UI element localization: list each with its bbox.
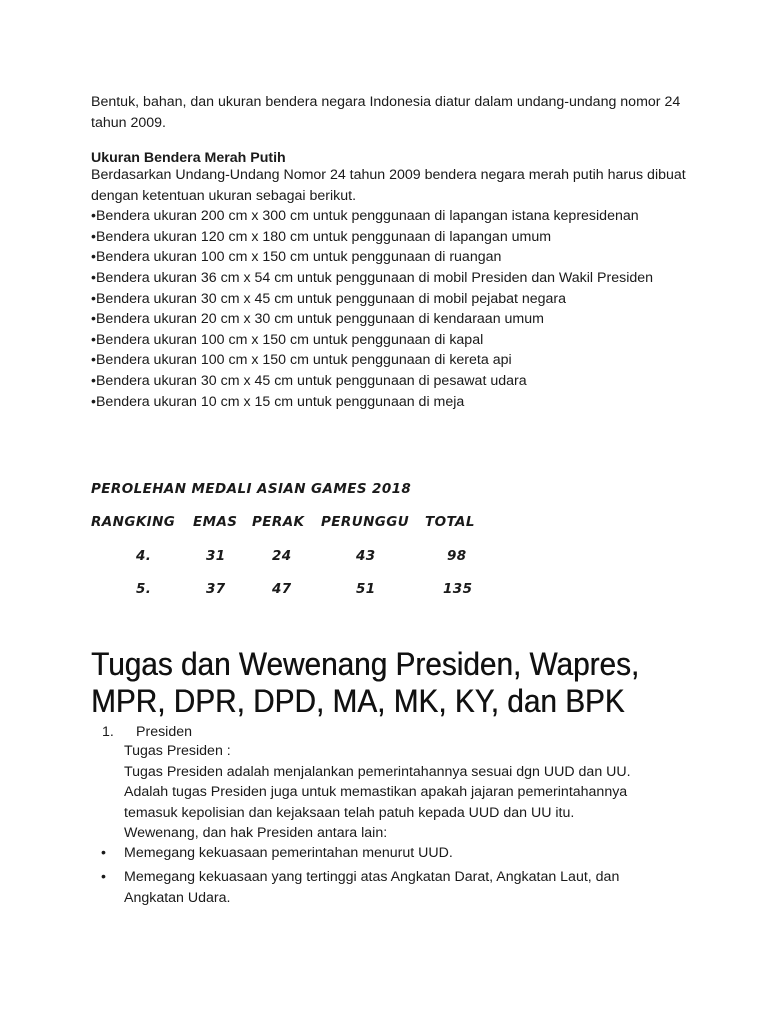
cell-perak: 47 [272, 581, 292, 597]
section-heading: Tugas dan Wewenang Presiden, Wapres, MPR, DPR, DPD, MA, MK, KY, dan BPK [91, 646, 640, 719]
cell-emas: 31 [206, 548, 226, 564]
list-item: • Bendera ukuran 10 cm x 15 cm untuk penggunaan di meja [91, 392, 691, 413]
cell-perak: 24 [272, 548, 292, 564]
list-item: • Bendera ukuran 36 cm x 54 cm untuk penggunaan di mobil Presiden dan Wakil Presiden [91, 268, 691, 289]
bullet-icon: • [101, 869, 106, 885]
cell-total: 135 [443, 581, 473, 597]
cell-total: 98 [447, 548, 467, 564]
tugas-line: Adalah tugas Presiden juga untuk memastikan apakah jajaran pemerintahannya temasuk kepolisian dan kejaksaan telah patuh kepada UUD dan UU itu. [124, 784, 628, 821]
list-item: Memegang kekuasaan pemerintahan menurut UUD. [124, 845, 453, 861]
list-item: • Bendera ukuran 30 cm x 45 cm untuk penggunaan di pesawat udara [91, 371, 691, 392]
presiden-label: Presiden [136, 724, 192, 740]
list-number: 1. [102, 724, 114, 740]
list-item: • Bendera ukuran 100 cm x 150 cm untuk penggunaan di ruangan [91, 247, 691, 268]
medal-table-title: PEROLEHAN MEDALI ASIAN GAMES 2018 [91, 481, 412, 497]
presiden-description [124, 741, 684, 844]
header-emas: EMAS [193, 514, 238, 530]
cell-rank: 5. [136, 581, 152, 597]
cell-perunggu: 43 [356, 548, 376, 564]
flag-size-body [91, 165, 691, 412]
list-item: • Bendera ukuran 120 cm x 180 cm untuk penggunaan di lapangan umum [91, 227, 691, 248]
list-item: • Bendera ukuran 30 cm x 45 cm untuk penggunaan di mobil pejabat negara [91, 289, 691, 310]
list-item: • Bendera ukuran 100 cm x 150 cm untuk penggunaan di kereta api [91, 350, 691, 371]
list-item: Memegang kekuasaan yang tertinggi atas Angkatan Darat, Angkatan Laut, dan Angkatan Udara. [124, 869, 620, 906]
list-item: • Bendera ukuran 200 cm x 300 cm untuk penggunaan di lapangan istana kepresidenan [91, 206, 691, 227]
header-total: TOTAL [425, 514, 475, 530]
flag-size-title: Ukuran Bendera Merah Putih [91, 150, 286, 166]
tugas-label: Tugas Presiden : [124, 743, 231, 759]
cell-emas: 37 [206, 581, 226, 597]
header-perunggu: PERUNGGU [321, 514, 410, 530]
list-item: • Bendera ukuran 20 cm x 30 cm untuk penggunaan di kendaraan umum [91, 309, 691, 330]
header-perak: PERAK [252, 514, 305, 530]
bullet-icon: • [101, 845, 106, 861]
header-rangking: RANGKING [91, 514, 176, 530]
cell-rank: 4. [136, 548, 152, 564]
wewenang-label: Wewenang, dan hak Presiden antara lain: [124, 825, 388, 842]
tugas-line: Tugas Presiden adalah menjalankan pemerintahannya sesuai dgn UUD dan UU. [124, 763, 631, 780]
flag-size-lead: Berdasarkan Undang-Undang Nomor 24 tahun 2009 bendera negara merah putih harus dibuat dengan ketentuan ukuran sebagai berikut. [91, 167, 686, 204]
list-item: • Bendera ukuran 100 cm x 150 cm untuk penggunaan di kapal [91, 330, 691, 351]
intro-paragraph: Bentuk, bahan, dan ukuran bendera negara Indonesia diatur dalam undang-undang nomor 24 tahun 2009. [91, 94, 681, 131]
cell-perunggu: 51 [356, 581, 376, 597]
flag-size-list [91, 206, 691, 412]
